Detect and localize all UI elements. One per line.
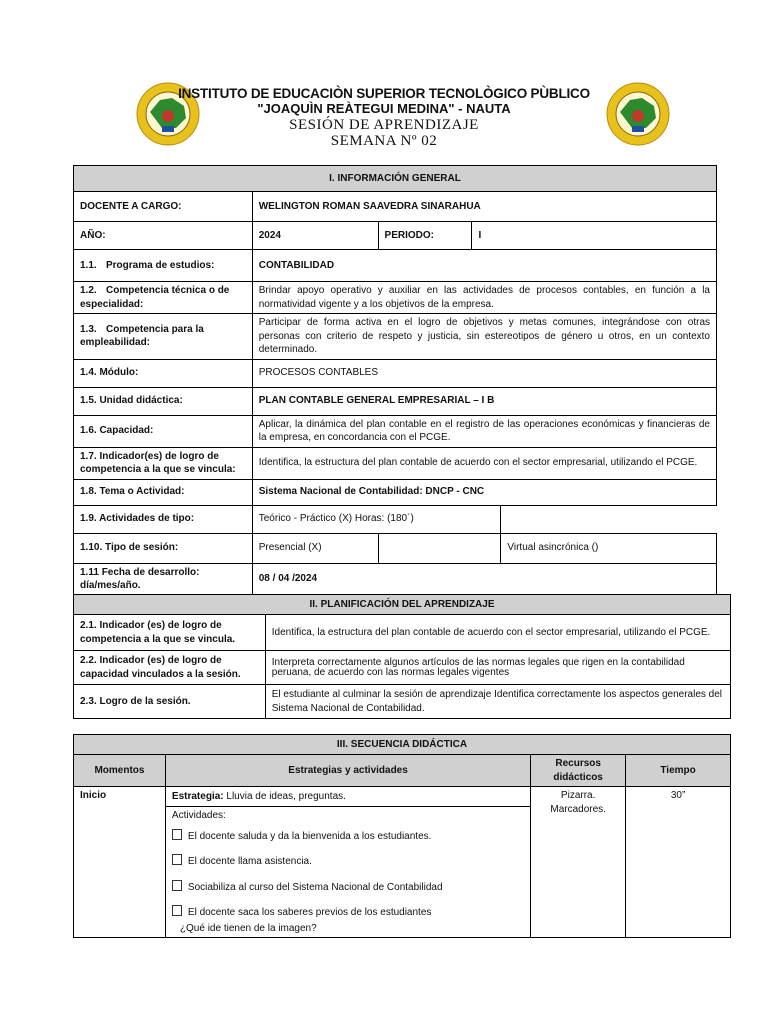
info-row-label: 1.9. Actividades de tipo:	[74, 505, 253, 533]
planning-row-label: 2.2. Indicador (es) de logro de capacidad vinculados a la sesión.	[74, 651, 266, 685]
activity-item: Sociabiliza al curso del Sistema Nacional de Contabilidad	[172, 880, 524, 895]
header-momentos: Momentos	[74, 755, 166, 787]
activity-item: El docente saca los saberes previos de los estudiantes	[172, 905, 524, 920]
anio-label: AÑO:	[74, 222, 253, 250]
section-1-title: I. INFORMACIÓN GENERAL	[74, 166, 717, 192]
week-title: SEMANA Nº 02	[330, 133, 438, 149]
info-row-value: CONTABILIDAD	[252, 250, 716, 282]
header-recursos: Recursos didácticos	[531, 755, 626, 787]
info-row-value: Brindar apoyo operativo y auxiliar en las actividades de procesos contables, en función a la normatividad vigente y a los objetivos de la empresa.	[252, 282, 716, 314]
anio-value: 2024	[252, 222, 378, 250]
institute-subname: "JOAQUÌN REÀTEGUI MEDINA" - NAUTA	[257, 101, 511, 116]
info-row-label: 1.2. Competencia técnica o de especialidad:	[74, 282, 253, 314]
docente-value: WELINGTON ROMAN SAAVEDRA SINARAHUA	[252, 192, 716, 222]
planning-table	[73, 594, 731, 719]
general-info-table	[73, 165, 717, 596]
info-row-label: 1.11 Fecha de desarrollo: día/mes/año.	[74, 563, 253, 595]
activity-item: El docente saluda y da la bienvenida a los estudiantes.	[172, 829, 524, 844]
info-row-value: Participar de forma activa en el logro de objetivos y metas comunes, integrándose con otras personas con criterio de respeto y justicia, sin estereotipos de género u otros, en un contexto determinado.	[252, 314, 716, 360]
resource-item: Pizarra.	[560, 790, 596, 801]
activities-label: Actividades:	[171, 810, 226, 821]
section-3-title: III. SECUENCIA DIDÁCTICA	[74, 735, 731, 755]
info-row-label: 1.5. Unidad didáctica:	[74, 387, 253, 415]
planning-row-label: 2.3. Logro de la sesión.	[74, 685, 266, 719]
info-row-label: 1.8. Tema o Actividad:	[74, 479, 253, 505]
activities-cell	[165, 807, 530, 938]
resources-cell	[531, 787, 626, 938]
info-row-value: Identifica, la estructura del plan contable de acuerdo con el sector empresarial, utilizando el PCGE.	[252, 447, 716, 479]
planning-row-value: El estudiante al culminar la sesión de aprendizaje Identifica correctamente los aspectos generales del Sistema Nacional de Contabilidad.	[265, 685, 730, 719]
info-row-value: Aplicar, la dinámica del plan contable en el registro de las operaciones económicas y financieras de la empresa, en concordancia con el PCGE.	[252, 415, 716, 447]
info-row-value: 08 / 04 /2024	[252, 563, 716, 595]
didactic-sequence-table	[73, 734, 731, 938]
docente-label: DOCENTE A CARGO:	[74, 192, 253, 222]
info-row-label: 1.1. Programa de estudios:	[74, 250, 253, 282]
checkbox-icon	[172, 854, 182, 865]
info-row-label: 1.10. Tipo de sesión:	[74, 533, 253, 563]
resource-item: Marcadores.	[550, 803, 606, 815]
periodo-label: PERIODO:	[378, 222, 472, 250]
info-row-label: 1.4. Módulo:	[74, 359, 253, 387]
info-row-value: Teórico - Práctico (X) Horas: (180´)	[252, 505, 501, 533]
header-estrategias: Estrategias y actividades	[165, 755, 530, 787]
info-row-value: Sistema Nacional de Contabilidad: DNCP - CNC	[252, 479, 716, 505]
time-cell: 30”	[626, 787, 731, 938]
strategy-cell: Estrategia: Lluvia de ideas, preguntas.	[165, 787, 530, 807]
session-type-presencial: Presencial (X)	[252, 533, 378, 563]
session-title: SESIÓN DE APRENDIZAJE	[289, 117, 479, 133]
info-row-value: PROCESOS CONTABLES	[252, 359, 716, 387]
planning-row-value: Identifica, la estructura del plan contable de acuerdo con el sector empresarial, utilizando el PCGE.	[265, 615, 730, 651]
session-type-virtual: Virtual asincrónica ()	[501, 533, 717, 563]
moment-label: Inicio	[74, 787, 166, 938]
info-row-label: 1.7. Indicador(es) de logro de competencia a la que se vincula:	[74, 447, 253, 479]
periodo-value: I	[472, 222, 717, 250]
info-row-value: PLAN CONTABLE GENERAL EMPRESARIAL – I B	[252, 387, 716, 415]
activity-item: El docente llama asistencia.	[172, 854, 524, 869]
section-2-title: II. PLANIFICACIÓN DEL APRENDIZAJE	[74, 595, 731, 615]
checkbox-icon	[172, 905, 182, 916]
planning-row-value: Interpreta correctamente algunos artículos de las normas legales que rigen en la contabilidad peruana, de acuerdo con las normas legales vigentes	[265, 651, 730, 685]
activity-question: ¿Qué ide tienen de la imagen?	[179, 922, 317, 934]
planning-row-label: 2.1. Indicador (es) de logro de competencia a la que se vincula.	[74, 615, 266, 651]
institute-name: INSTITUTO DE EDUCACIÒN SUPERIOR TECNOLÒGICO PÙBLICO	[178, 86, 590, 101]
checkbox-icon	[172, 880, 182, 891]
info-row-label: 1.6. Capacidad:	[74, 415, 253, 447]
checkbox-icon	[172, 829, 182, 840]
header-tiempo: Tiempo	[626, 755, 731, 787]
info-row-label: 1.3. Competencia para la empleabilidad:	[74, 314, 253, 360]
